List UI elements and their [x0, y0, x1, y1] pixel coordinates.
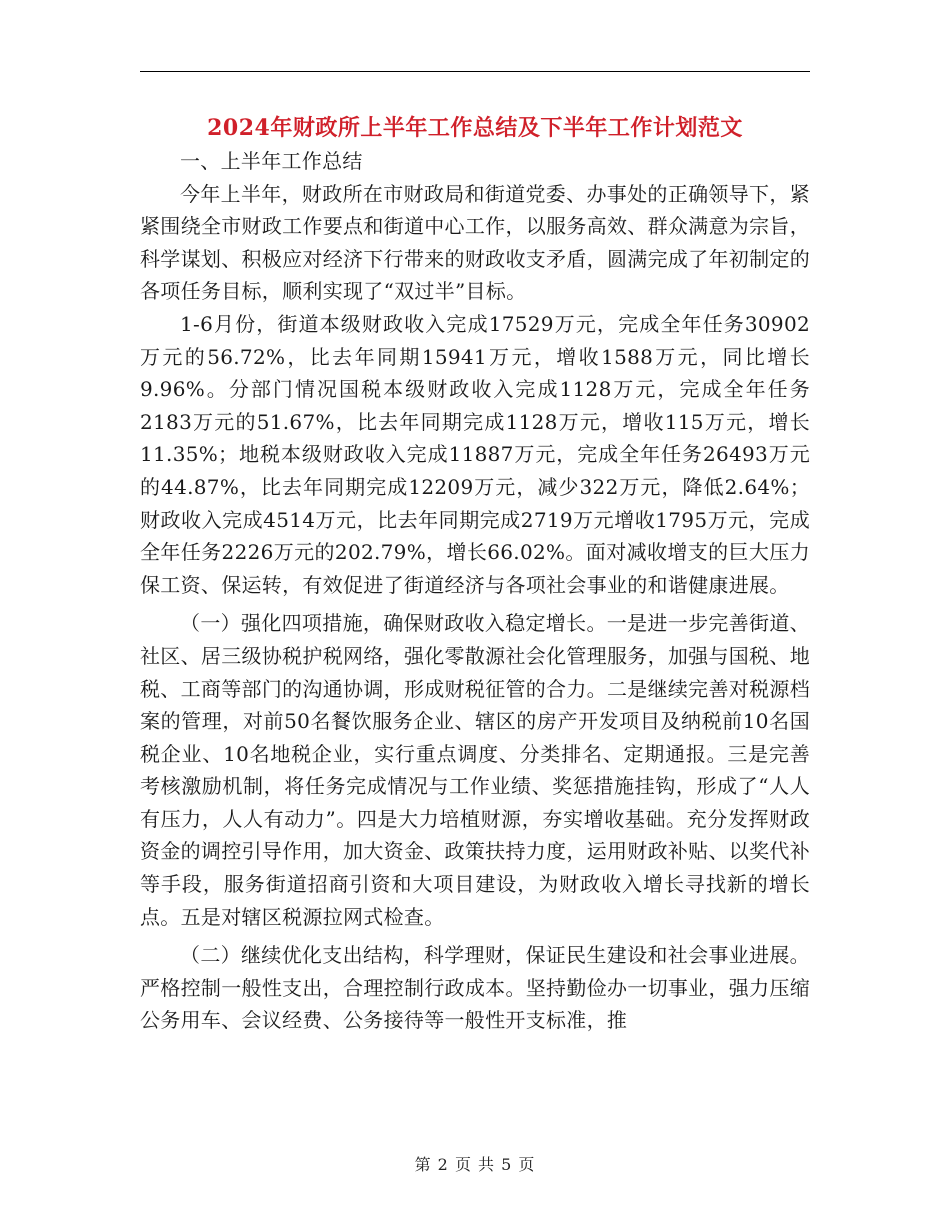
document-body: [140, 145, 810, 1037]
document-title: 2024年财政所上半年工作总结及下半年工作计划范文: [207, 115, 743, 141]
section-heading: 一、上半年工作总结: [180, 149, 363, 173]
paragraph-revenue-figures: 1-6月份，街道本级财政收入完成17529万元，完成全年任务30902万元的56.72%，比去年同期15941万元，增收1588万元，同比增长9.96%。分部门情况国税本级财政收入完成1128万元，完成全年任务2183万元的51.67%，比去年同期完成1128万元，增收115万元，增长11.35%；地税本级财政收入完成11887万元，完成全年任务26493万元的44.87%，比去年同期完成12209万元，减少322万元，降低2.64%；财政收入完成4514万元，比去年同期完成2719万元增收1795万元，完成全年任务2226万元的202.79%，增长66.02%。面对减收增支的巨大压力保工资、保运转，有效促进了街道经济与各项社会事业的和谐健康进展。: [140, 311, 810, 597]
paragraph-intro: 今年上半年，财政所在市财政局和街道党委、办事处的正确领导下，紧紧围绕全市财政工作要点和街道中心工作，以服务高效、群众满意为宗旨，科学谋划、积极应对经济下行带来的财政收支矛盾，圆满完成了年初制定的各项任务目标，顺利实现了“双过半”目标。: [140, 181, 810, 304]
header-rule: [140, 71, 810, 72]
paragraph-expenditure: （二）继续优化支出结构，科学理财，保证民生建设和社会事业进展。严格控制一般性支出，合理控制行政成本。坚持勤俭办一切事业，强力压缩公务用车、会议经费、公务接待等一般性开支标准，推: [140, 943, 810, 1033]
paragraph-measures: （一）强化四项措施，确保财政收入稳定增长。一是进一步完善街道、社区、居三级协税护税网络，强化零散源社会化管理服务，加强与国税、地税、工商等部门的沟通协调，形成财税征管的合力。二是继续完善对税源档案的管理，对前50名餐饮服务企业、辖区的房产开发项目及纳税前10名国税企业、10名地税企业，实行重点调度、分类排名、定期通报。三是完善考核激励机制，将任务完成情况与工作业绩、奖惩措施挂钩，形成了“人人有压力，人人有动力”。四是大力培植财源，夯实增收基础。充分发挥财政资金的调控引导作用，加大资金、政策扶持力度，运用财政补贴、以奖代补等手段，服务街道招商引资和大项目建设，为财政收入增长寻找新的增长点。五是对辖区税源拉网式检查。: [140, 611, 810, 929]
page-number: 第 2 页 共 5 页: [414, 1155, 536, 1174]
